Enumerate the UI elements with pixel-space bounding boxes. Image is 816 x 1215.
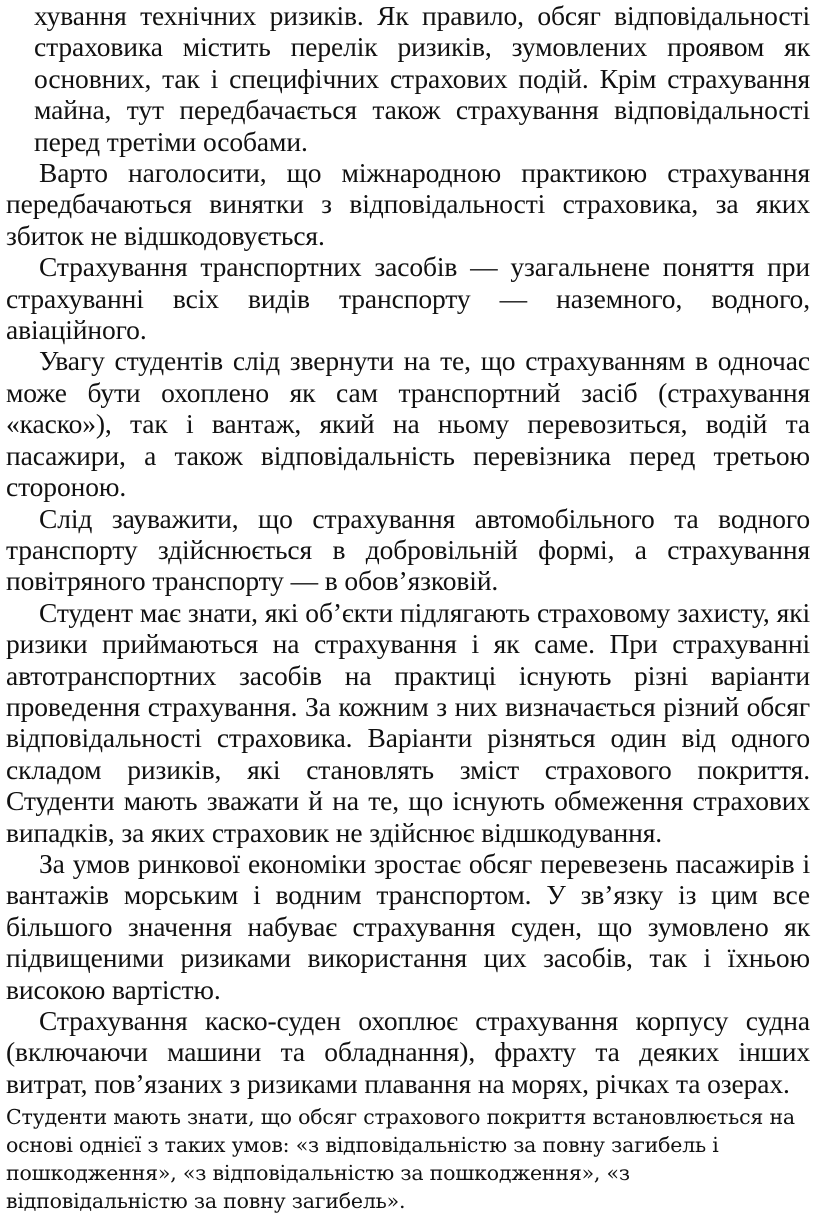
paragraph-6: Студент має знати, які об’єкти підлягають страховому захисту, які ризики приймаються на страхування і як саме. При страхуванні автотранспортних засобів на практиці існують різні варіанти проведення страхування. За кожним з них визначається різний обсяг відповідальності страховика. Варіанти різняться один від одного складом ризиків, які становлять зміст страхового покриття. Студенти мають зважати й на те, що існують обмеження страхових випадків, за яких страховик не здійснює відшкодування. — [6, 596, 810, 848]
paragraph-4: Увагу студентів слід звернути на те, що страхуванням в одночас може бути охоплено як сам транспортний засіб (страхування «каско»), так і вантаж, який на ньому перевозиться, водій та пасажири, а також відповідальність перевізника перед третьою стороною. — [6, 345, 810, 503]
document-page — [6, 0, 810, 1215]
paragraph-5: Слід зауважити, що страхування автомобільного та водного транспорту здійснюється в добровільній формі, а страхування повітряного транспорту — в обов’язковій. — [6, 502, 810, 597]
paragraph-8: Страхування каско-суден охоплює страхування корпусу судна (включаючи машини та обладнання), фрахту та деяких інших витрат, пов’язаних з ризиками плавання на морях, річках та озерах. — [6, 1005, 810, 1099]
paragraph-1: хування технічних ризиків. Як правило, обсяг відповідальності страховика містить перелік ризиків, зумовлених проявом як основних, так і специфічних страхових подій. Крім страхування майна, тут передбачається також страхування відповідальності перед третіми особами. — [34, 0, 810, 157]
paragraph-2: Варто наголосити, що міжнародною практикою страхування передбачаються винятки з відповідальності страховика, за яких збиток не відшкодовується. — [6, 157, 810, 251]
paragraph-7: За умов ринкової економіки зростає обсяг перевезень пасажирів і вантажів морським і водним транспортом. У зв’язку із цим все більшого значення набуває страхування суден, що зумовлено як підвищеними ризиками використання цих засобів, так і їхньою високою вартістю. — [6, 847, 810, 1005]
paragraph-9: Студенти мають знати, що обсяг страхового покриття встановлюється на основі однієї з таких умов: «з відповідальністю за повну загибель і пошкодження», «з відповідальністю за пошкодження», «з відповідальністю за повну загибель». — [6, 1105, 795, 1214]
paragraph-3: Страхування транспортних засобів — узагальнене поняття при страхуванні всіх видів транспорту — наземного, водного, авіаційного. — [6, 251, 810, 346]
